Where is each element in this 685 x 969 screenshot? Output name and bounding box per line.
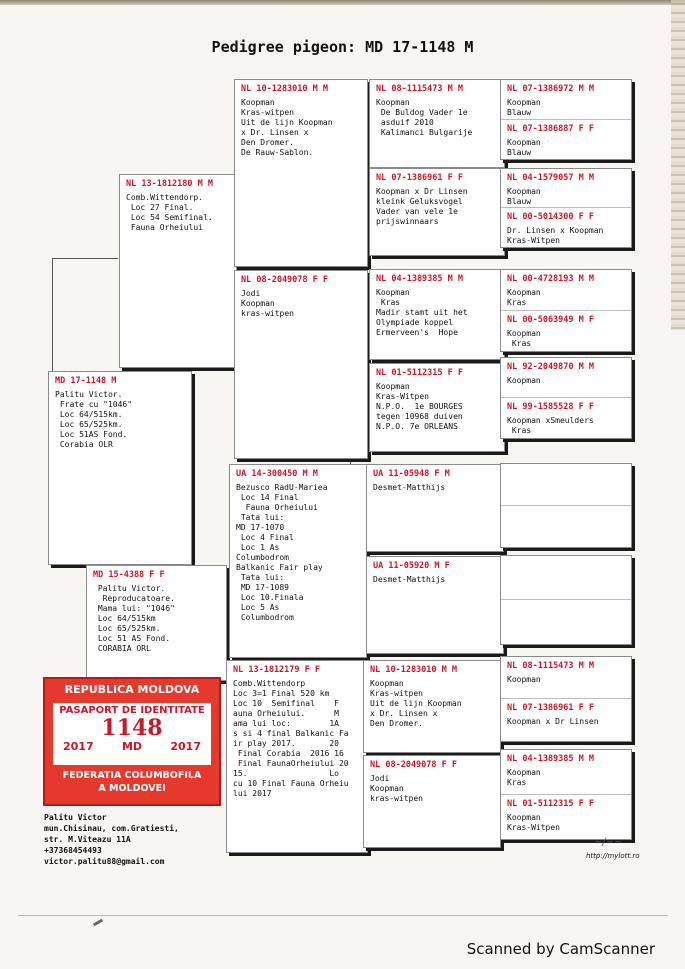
ring-number: NL 00-4728193 M M bbox=[507, 274, 594, 284]
card-line: Loc 65/525km. bbox=[93, 624, 161, 633]
pedigree-entry bbox=[501, 119, 631, 159]
card-line: Loc 5 As bbox=[236, 603, 280, 612]
ring-number: NL 08-2049078 F F bbox=[241, 275, 328, 285]
pedigree-card-gen5 bbox=[500, 749, 632, 840]
pedigree-entry bbox=[501, 750, 631, 794]
website-link[interactable]: http://mylott.ro bbox=[586, 852, 640, 860]
pedigree-card-gen5 bbox=[500, 357, 632, 439]
bottom-rule bbox=[18, 915, 668, 916]
card-line: CORABIA ORL bbox=[93, 644, 151, 653]
card-line: Loc 3=1 Final 520 km bbox=[233, 689, 330, 698]
ring-number: NL 92-2049870 M M bbox=[507, 362, 594, 372]
passport-federation-line2: A MOLDOVEI bbox=[98, 783, 166, 794]
card-line: 15. Lo bbox=[233, 769, 339, 778]
pedigree-card-sire-of-father bbox=[234, 79, 368, 267]
pedigree-entry bbox=[501, 464, 631, 505]
card-line: Final FaunaOrheiului 20 bbox=[233, 759, 349, 768]
ring-number: UA 11-05920 M F bbox=[373, 561, 450, 571]
card-line: Koopman bbox=[507, 288, 541, 297]
card-line: prijswinnaars bbox=[376, 217, 439, 226]
pedigree-entry bbox=[501, 505, 631, 547]
card-line: Koopman bbox=[376, 382, 410, 391]
card-line: Loc 4 Final bbox=[236, 533, 294, 542]
card-line: MD 17-1070 bbox=[236, 523, 285, 532]
pedigree-card-dam-of-father bbox=[234, 270, 368, 459]
page-title: Pedigree pigeon: MD 17-1148 M bbox=[211, 38, 474, 56]
card-line: Loc 64/515km bbox=[93, 614, 156, 623]
pedigree-card-gen5 bbox=[500, 269, 632, 352]
card-line: Loc 14 Final bbox=[236, 493, 299, 502]
pedigree-card-gen4 bbox=[363, 755, 501, 848]
pedigree-card-gen4 bbox=[369, 269, 505, 360]
card-line: Kras bbox=[507, 338, 532, 348]
pedigree-entry bbox=[501, 80, 631, 119]
card-line: Den Dromer. bbox=[370, 719, 423, 728]
card-line: x Dr. Linsen x bbox=[370, 709, 438, 718]
card-line: Kras-witpen bbox=[370, 689, 423, 698]
owner-contact bbox=[44, 812, 179, 867]
card-line: Loc 1 As bbox=[236, 543, 280, 552]
ring-number: NL 10-1283010 M M bbox=[370, 665, 457, 675]
ring-number: NL 00-5014300 F F bbox=[507, 212, 594, 222]
card-line: Loc 27 Final. bbox=[126, 203, 194, 212]
card-line: Koopman bbox=[507, 376, 541, 385]
ring-number: MD 17-1148 M bbox=[55, 376, 117, 386]
ring-number: NL 10-1283010 M M bbox=[241, 84, 328, 94]
card-line: Jodi bbox=[241, 289, 261, 298]
passport-country: REPUBLICA MOLDOVA bbox=[64, 683, 200, 696]
pedigree-entry bbox=[501, 397, 631, 437]
card-line: Final Corabia 2016 16 bbox=[233, 749, 344, 758]
card-line: kras-witpen bbox=[241, 309, 294, 318]
card-line: Kras bbox=[507, 778, 527, 787]
pedigree-card-gen4 bbox=[366, 556, 504, 654]
card-line: Kras bbox=[507, 298, 527, 307]
signature-scribble: ~/~~ bbox=[594, 837, 623, 848]
card-line: Kras bbox=[376, 298, 401, 307]
tree-connector bbox=[52, 258, 118, 259]
card-line: Koopman bbox=[241, 299, 275, 308]
card-line: Kras-Witpen bbox=[507, 822, 560, 832]
pedigree-entry bbox=[501, 698, 631, 740]
card-line: De Rauw-Sablon. bbox=[241, 148, 314, 157]
pedigree-entry bbox=[501, 599, 631, 643]
card-line: N.P.O. 7e ORLEANS bbox=[376, 422, 458, 431]
pedigree-card-gen4 bbox=[369, 168, 505, 256]
card-line: Koopman bbox=[507, 98, 541, 107]
pedigree-card-gen4 bbox=[369, 79, 505, 168]
owner-email: victor.palitu88@gmail.com bbox=[44, 857, 165, 866]
card-line: De Buldog Vader 1e bbox=[376, 108, 468, 117]
passport-federation-line1: FEDERATIA COLUMBOFILA bbox=[62, 770, 202, 781]
pedigree-entry bbox=[501, 358, 631, 397]
card-line: Kras-Witpen bbox=[376, 392, 429, 401]
ring-number: NL 04-1579057 M M bbox=[507, 173, 594, 183]
passport-number: 1148 bbox=[101, 715, 163, 741]
card-line: Dr. Linsen x Koopman bbox=[507, 226, 604, 235]
card-line: kleink Geluksvogel bbox=[376, 197, 463, 206]
pedigree-entry bbox=[501, 657, 631, 698]
card-line: Kalimanci Bulgarije bbox=[376, 128, 473, 137]
pedigree-entry bbox=[501, 310, 631, 351]
card-line: Koopman bbox=[376, 98, 410, 107]
card-line: Desmet-Matthijs bbox=[373, 483, 446, 492]
passport-year-left: 2017 bbox=[63, 740, 94, 753]
owner-address-line1: mun.Chisinau, com.Gratiesti, bbox=[44, 824, 179, 833]
passport-box bbox=[53, 703, 211, 765]
passport-stamp bbox=[43, 677, 221, 806]
owner-phone: +37368454493 bbox=[44, 846, 102, 855]
pedigree-card-gen5 bbox=[500, 168, 632, 248]
card-line: Koopman bbox=[241, 98, 275, 107]
card-line: Den Dromer. bbox=[241, 138, 294, 147]
card-line: Uit de lijn Koopman bbox=[370, 699, 462, 708]
ring-number: NL 08-1115473 M M bbox=[507, 661, 594, 671]
pedigree-entry bbox=[501, 207, 631, 246]
pedigree-card-gen4 bbox=[369, 363, 505, 452]
pedigree-entry bbox=[501, 169, 631, 207]
card-line: Comb.Wittendorp bbox=[233, 679, 306, 688]
pedigree-card-gen5 bbox=[500, 656, 632, 742]
card-line: Koopman bbox=[507, 675, 541, 684]
pedigree-card-gen4 bbox=[366, 464, 504, 552]
owner-address-line2: str. M.Viteazu 11A bbox=[44, 835, 131, 844]
pedigree-card-mother bbox=[86, 565, 227, 681]
ring-number: NL 08-2049078 F F bbox=[370, 760, 457, 770]
card-line: cu 10 Final Fauna Orheiu bbox=[233, 779, 349, 788]
card-line: ama lui loc: 1A bbox=[233, 719, 339, 728]
card-line: Koopman bbox=[507, 137, 541, 147]
card-line: Koopman bbox=[507, 328, 541, 338]
card-line: Koopman x Dr Linsen bbox=[376, 187, 468, 196]
card-line: Corabia OLR bbox=[55, 440, 113, 449]
card-line: Loc 51 AS Fond. bbox=[93, 634, 171, 643]
passport-doc-label: PASAPORT DE IDENTITATE bbox=[59, 705, 205, 716]
card-line: Madir stamt uit het bbox=[376, 308, 468, 317]
pedigree-card-gen5 bbox=[500, 555, 632, 645]
ring-number: NL 07-1386887 F F bbox=[507, 123, 594, 134]
card-line: Koopman bbox=[507, 187, 541, 196]
card-line: N.P.O. 1e BOURGES bbox=[376, 402, 463, 411]
card-line: MD 17-1089 bbox=[236, 583, 289, 592]
pedigree-card-gen4 bbox=[363, 660, 501, 753]
passport-code: MD bbox=[121, 740, 143, 753]
card-line: Loc 10.Finala bbox=[236, 593, 304, 602]
ring-number: NL 08-1115473 M M bbox=[376, 84, 463, 94]
card-line: Koopman xSmeulders bbox=[507, 416, 594, 425]
ring-number: NL 13-1812180 M M bbox=[126, 179, 213, 189]
card-line: Kras bbox=[507, 426, 532, 435]
card-line: s si 4 final Balkanic Fa bbox=[233, 729, 349, 738]
card-line: Ermerveen's Hope bbox=[376, 328, 458, 337]
card-line: Fauna Orheiului bbox=[126, 223, 204, 232]
card-line: Koopman bbox=[507, 812, 541, 822]
card-line: tegen 10968 duiven bbox=[376, 412, 463, 421]
ring-number: MD 15-4388 F F bbox=[93, 570, 165, 580]
card-line: x Dr. Linsen x bbox=[241, 128, 309, 137]
card-line: Blauw bbox=[507, 147, 532, 157]
pedigree-card-dam-of-mother bbox=[226, 660, 368, 853]
card-line: Kras-Witpen bbox=[507, 236, 560, 245]
card-line: Bezusco RadU-Mariea bbox=[236, 483, 328, 492]
card-line: Loc 64/515km. bbox=[55, 410, 123, 419]
card-line: Mama lui: "1046" bbox=[93, 604, 175, 613]
card-line: Koopman bbox=[370, 679, 404, 688]
card-line: Vader van vele 1e bbox=[376, 207, 458, 216]
ring-number: NL 04-1389385 M M bbox=[507, 754, 594, 764]
passport-federation bbox=[45, 769, 219, 795]
card-line: Uit de lijn Koopman bbox=[241, 118, 333, 127]
pedigree-entry bbox=[501, 556, 631, 599]
pedigree-card-sire-of-mother bbox=[229, 464, 367, 658]
tree-connector bbox=[52, 258, 53, 373]
card-line: ir play 2017. 20 bbox=[233, 739, 339, 748]
card-line: Columbodrom bbox=[236, 553, 289, 562]
ring-number: NL 07-1386972 M M bbox=[507, 84, 594, 94]
pedigree-card-subject bbox=[48, 371, 192, 565]
card-line: Loc 51AS Fond. bbox=[55, 430, 128, 439]
card-line: Koopman bbox=[507, 768, 541, 777]
card-line: Columbodrom bbox=[236, 613, 294, 622]
passport-year-row bbox=[53, 740, 211, 753]
card-line: Koopman x Dr Linsen bbox=[507, 717, 599, 726]
ring-number: NL 07-1386961 F F bbox=[376, 173, 463, 183]
card-line: Desmet-Matthijs bbox=[373, 575, 446, 584]
ring-number: NL 04-1389385 M M bbox=[376, 274, 463, 284]
card-line: kras-witpen bbox=[370, 794, 423, 803]
card-line: Palitu Victor. bbox=[55, 390, 123, 399]
card-line: Tata lui: bbox=[236, 573, 285, 582]
card-line: lui 2017 bbox=[233, 789, 272, 798]
pedigree-card-father bbox=[119, 174, 237, 368]
card-line: Frate cu "1046" bbox=[55, 400, 133, 409]
pen-mark bbox=[93, 919, 103, 927]
pedigree-card-gen5 bbox=[500, 79, 632, 160]
card-line: Blauw bbox=[507, 108, 532, 117]
ring-number: UA 14-300450 M M bbox=[236, 469, 318, 479]
card-line: Balkanic Fair play bbox=[236, 563, 323, 572]
pedigree-card-gen5 bbox=[500, 463, 632, 548]
ring-number: NL 99-1585528 F F bbox=[507, 402, 594, 412]
card-line: Loc 54 Semifinal. bbox=[126, 213, 213, 222]
card-line: Fauna Orheiului bbox=[236, 503, 318, 512]
passport-year-right: 2017 bbox=[170, 740, 201, 753]
card-line: Jodi bbox=[370, 774, 390, 783]
card-line: Blauw bbox=[507, 197, 532, 206]
card-line: Olympiade koppel bbox=[376, 318, 454, 327]
card-line: Kras-witpen bbox=[241, 108, 294, 117]
card-line: Comb.Wittendorp. bbox=[126, 193, 204, 202]
card-line: Koopman bbox=[370, 784, 404, 793]
card-line: auna Orheiului. M bbox=[233, 709, 339, 718]
scanner-watermark: Scanned by CamScanner bbox=[466, 940, 655, 958]
pedigree-entry bbox=[501, 270, 631, 310]
ring-number: NL 07-1386961 F F bbox=[507, 703, 594, 713]
scan-edge-top bbox=[0, 0, 685, 5]
ring-number: UA 11-05948 F M bbox=[373, 469, 450, 479]
ring-number: NL 01-5112315 F F bbox=[376, 368, 463, 378]
pedigree-entry bbox=[501, 794, 631, 839]
ring-number: NL 00-5063949 M F bbox=[507, 314, 594, 325]
card-line: Koopman bbox=[376, 288, 410, 297]
card-line: asduif 2010 bbox=[376, 118, 434, 127]
ring-number: NL 01-5112315 F F bbox=[507, 798, 594, 809]
card-line: Loc 65/525km. bbox=[55, 420, 123, 429]
card-line: Loc 10 Semifinal F bbox=[233, 699, 339, 708]
owner-name: Palitu Victor bbox=[44, 813, 107, 822]
ring-number: NL 13-1812179 F F bbox=[233, 665, 320, 675]
card-line: Palitu Victor. bbox=[93, 584, 166, 593]
card-line: Tata lui: bbox=[236, 513, 285, 522]
card-line: Reproducatoare. bbox=[93, 594, 175, 603]
